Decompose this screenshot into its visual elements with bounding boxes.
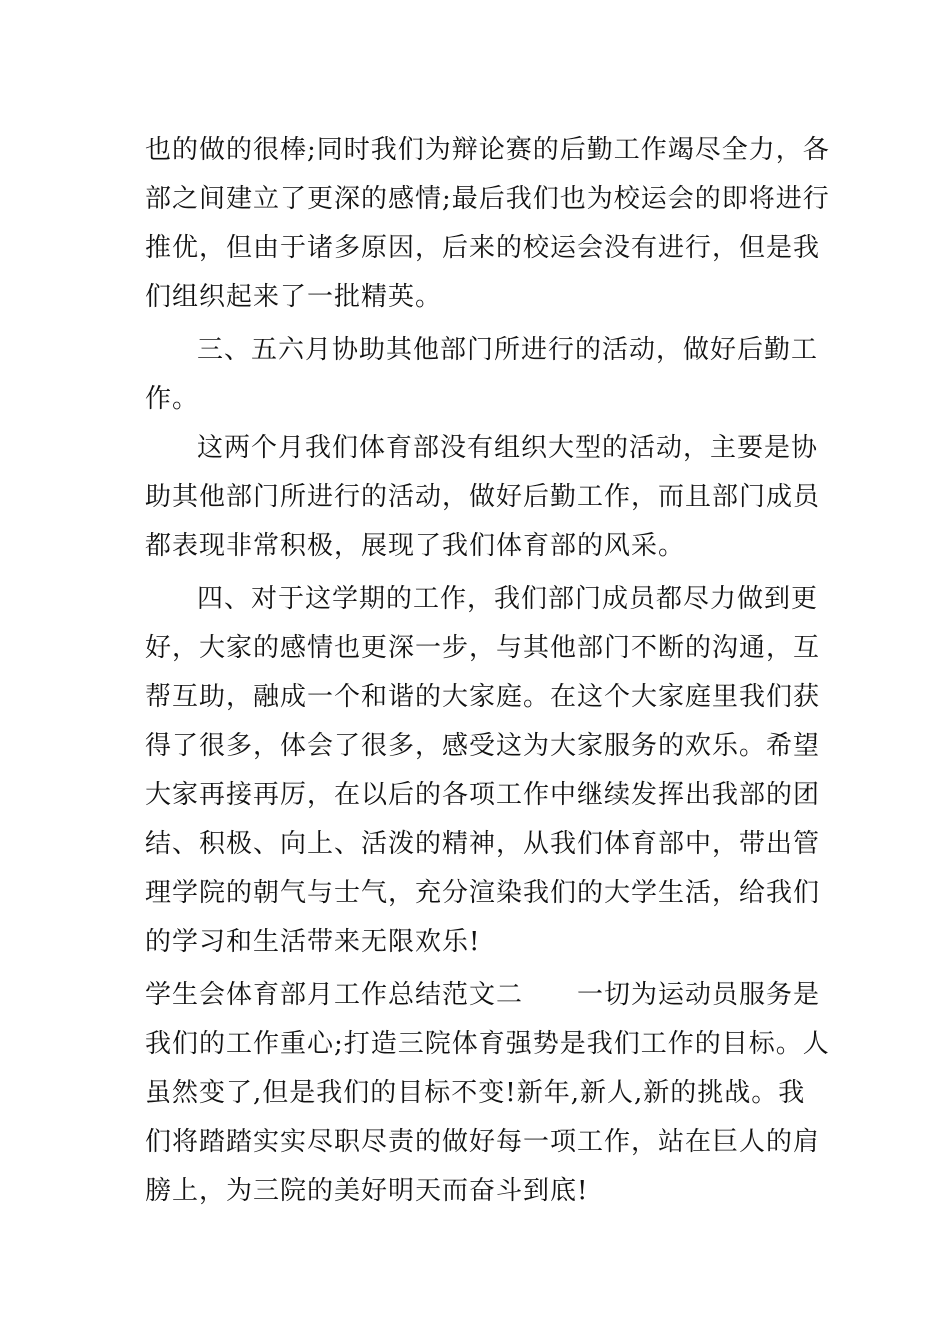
paragraph-line: 这两个月我们体育部没有组织大型的活动，主要是协 (197, 433, 819, 463)
paragraph-line: 们组织起来了一批精英。 (145, 282, 443, 312)
paragraph-line: 结、积极、向上、活泼的精神，从我们体育部中，带出管 (145, 829, 821, 859)
paragraph-line: 部之间建立了更深的感情;最后我们也为校运会的即将进行 (145, 184, 830, 214)
section-heading-line: 作。 (145, 384, 200, 414)
section-heading-line: 三、五六月协助其他部门所进行的活动，做好后勤工 (197, 335, 819, 365)
paragraph-line: 膀上，为三院的美好明天而奋斗到底! (145, 1176, 589, 1206)
paragraph-line: 四、对于这学期的工作，我们部门成员都尽力做到更 (197, 584, 819, 614)
paragraph-line: 推优，但由于诸多原因，后来的校运会没有进行，但是我 (145, 233, 821, 263)
paragraph-line: 助其他部门所进行的活动，做好后勤工作，而且部门成员 (145, 482, 821, 512)
paragraph-line: 们将踏踏实实尽职尽责的做好每一项工作，站在巨人的肩 (145, 1127, 821, 1157)
paragraph-line: 我们的工作重心;打造三院体育强势是我们工作的目标。人 (145, 1029, 830, 1059)
paragraph-line: 虽然变了,但是我们的目标不变!新年,新人,新的挑战。我 (145, 1078, 806, 1108)
paragraph-line: 的学习和生活带来无限欢乐! (145, 927, 481, 957)
paragraph-line: 好，大家的感情也更深一步，与其他部门不断的沟通，互 (145, 633, 821, 663)
paragraph-line: 理学院的朝气与士气，充分渲染我们的大学生活，给我们 (145, 878, 821, 908)
article-title-line: 学生会体育部月工作总结范文二 一切为运动员服务是 (145, 980, 821, 1010)
paragraph-line: 得了很多，体会了很多，感受这为大家服务的欢乐。希望 (145, 731, 821, 761)
paragraph-line: 也的做的很棒;同时我们为辩论赛的后勤工作竭尽全力，各 (145, 135, 830, 165)
paragraph-line: 大家再接再厉，在以后的各项工作中继续发挥出我部的团 (145, 780, 821, 810)
paragraph-line: 帮互助，融成一个和谐的大家庭。在这个大家庭里我们获 (145, 682, 821, 712)
paragraph-line: 都表现非常积极，展现了我们体育部的风采。 (145, 531, 686, 561)
